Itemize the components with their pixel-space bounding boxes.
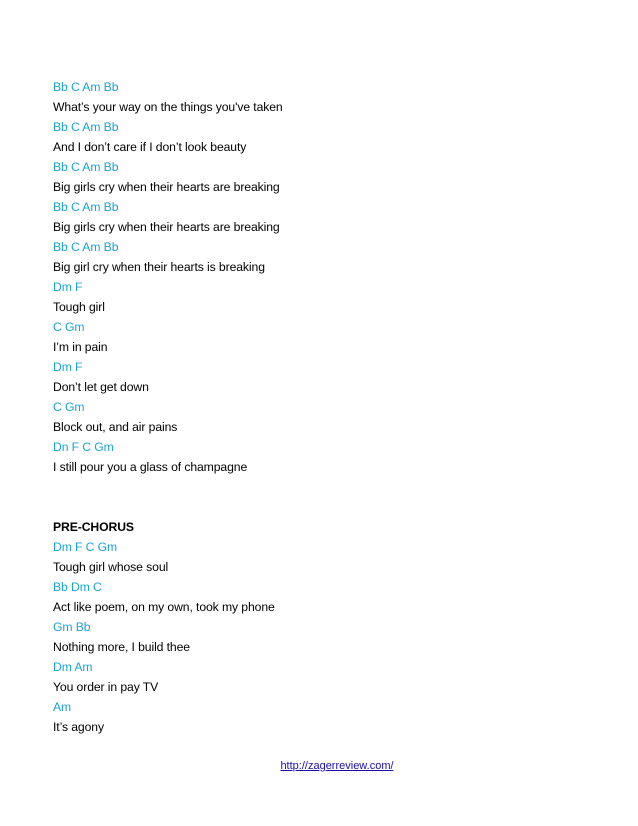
section-gap	[53, 477, 613, 497]
footer	[0, 759, 638, 773]
chord-line: Bb C Am Bb	[53, 120, 119, 134]
lyric-line: Block out, and air pains	[53, 420, 178, 434]
lyric-line: Don’t let get down	[53, 380, 149, 394]
lyric-line: Big girls cry when their hearts are breaking	[53, 180, 280, 194]
chord-line: Bb C Am Bb	[53, 80, 119, 94]
lyric-line: Tough girl	[53, 300, 105, 314]
chord-line: Dm Am	[53, 660, 93, 674]
lyric-line: It’s agony	[53, 720, 104, 734]
chord-line: Dm F C Gm	[53, 540, 118, 554]
lyric-line: Nothing more, I build thee	[53, 640, 190, 654]
footer-link[interactable]: http://zagerreview.com/	[280, 760, 394, 772]
song-sheet	[53, 77, 613, 737]
chord-line: Bb C Am Bb	[53, 200, 119, 214]
chord-line: Gm Bb	[53, 620, 91, 634]
chord-line: Dm F	[53, 280, 83, 294]
pre-chorus-section	[53, 537, 613, 737]
verse-section	[53, 77, 613, 477]
lyric-line: Act like poem, on my own, took my phone	[53, 600, 275, 614]
chord-line: Bb C Am Bb	[53, 240, 119, 254]
chord-line: Am	[53, 700, 72, 714]
chord-line: Dn F C Gm	[53, 440, 114, 454]
chord-line: Bb C Am Bb	[53, 160, 119, 174]
lyric-line: Big girls cry when their hearts are breaking	[53, 220, 280, 234]
lyric-line: What’s your way on the things you've taken	[53, 100, 283, 114]
lyric-line: Big girl cry when their hearts is breaking	[53, 260, 265, 274]
chord-line: Bb Dm C	[53, 580, 102, 594]
lyric-line: You order in pay TV	[53, 680, 159, 694]
chord-line: C Gm	[53, 400, 85, 414]
chord-line: C Gm	[53, 320, 85, 334]
chord-line: Dm F	[53, 360, 83, 374]
lyric-line: Tough girl whose soul	[53, 560, 169, 574]
lyric-line: I’m in pain	[53, 340, 108, 354]
section-gap	[53, 497, 613, 517]
pre-chorus-heading: PRE-CHORUS	[53, 520, 134, 534]
lyric-line: And I don’t care if I don’t look beauty	[53, 140, 247, 154]
lyric-line: I still pour you a glass of champagne	[53, 460, 248, 474]
